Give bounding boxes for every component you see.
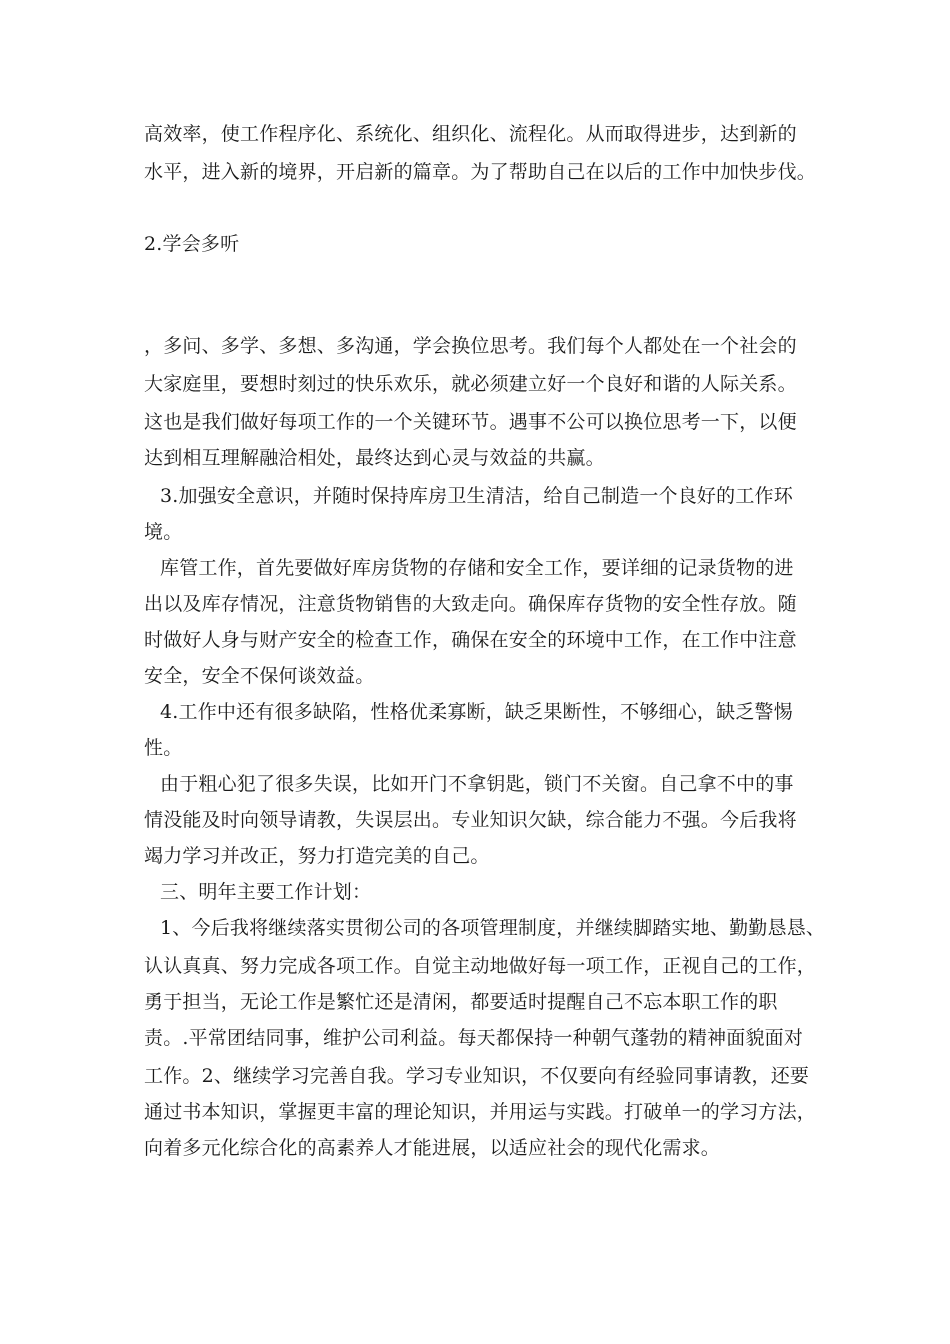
body-text-line: 向着多元化综合化的高素养人才能进展，以适应社会的现代化需求。 xyxy=(144,1137,721,1159)
body-text-line: 这也是我们做好每项工作的一个关键环节。遇事不公可以换位思考一下，以便 xyxy=(144,411,797,433)
body-text-line: 工作。2、继续学习完善自我。学习专业知识，不仅要向有经验同事请教，还要 xyxy=(144,1065,810,1087)
section-heading: 2.学会多听 xyxy=(144,233,240,255)
body-text-line: 库管工作，首先要做好库房货物的存储和安全工作，要详细的记录货物的进 xyxy=(160,557,794,579)
body-text-line: 境。 xyxy=(144,521,183,543)
body-text-line: 达到相互理解融洽相处，最终达到心灵与效益的共赢。 xyxy=(144,447,605,469)
section-heading: 3.加强安全意识，并随时保持库房卫生清洁，给自己制造一个良好的工作环 xyxy=(160,485,793,507)
section-heading: 4.工作中还有很多缺陷，性格优柔寡断，缺乏果断性，不够细心，缺乏警惕 xyxy=(160,701,793,723)
body-text-line: 勇于担当，无论工作是繁忙还是清闲，都要适时提醒自己不忘本职工作的职 xyxy=(144,991,778,1013)
body-text-line: 通过书本知识，掌握更丰富的理论知识，并用运与实践。打破单一的学习方法， xyxy=(144,1101,817,1123)
body-text-line: 安全，安全不保何谈效益。 xyxy=(144,665,375,687)
body-text-line: 竭力学习并改正，努力打造完美的自己。 xyxy=(144,845,490,867)
body-text-line: 水平，进入新的境界，开启新的篇章。为了帮助自己在以后的工作中加快步伐。 xyxy=(144,161,817,183)
body-text-line: 大家庭里，要想时刻过的快乐欢乐，就必须建立好一个良好和谐的人际关系。 xyxy=(144,373,797,395)
body-text-line: 认认真真、努力完成各项工作。自觉主动地做好每一项工作，正视自己的工作， xyxy=(144,955,817,977)
body-text-line: 由于粗心犯了很多失误，比如开门不拿钥匙，锁门不关窗。自己拿不中的事 xyxy=(160,773,794,795)
body-text-line: ，多问、多学、多想、多沟通，学会换位思考。我们每个人都处在一个社会的 xyxy=(144,335,797,357)
body-text-line: 1、今后我将继续落实贯彻公司的各项管理制度，并继续脚踏实地、勤勤恳恳、 xyxy=(160,917,826,939)
body-text-line: 时做好人身与财产安全的检查工作，确保在安全的环境中工作，在工作中注意 xyxy=(144,629,797,651)
body-text-line: 高效率，使工作程序化、系统化、组织化、流程化。从而取得进步，达到新的 xyxy=(144,123,797,145)
body-text-line: 性。 xyxy=(144,737,183,759)
body-text-line: 情没能及时向领导请教，失误层出。专业知识欠缺，综合能力不强。今后我将 xyxy=(144,809,797,831)
body-text-line: 出以及库存情况，注意货物销售的大致走向。确保库存货物的安全性存放。随 xyxy=(144,593,797,615)
section-heading: 三、明年主要工作计划： xyxy=(160,881,372,903)
body-text-line: 责。.平常团结同事，维护公司利益。每天都保持一种朝气蓬勃的精神面貌面对 xyxy=(144,1027,804,1049)
